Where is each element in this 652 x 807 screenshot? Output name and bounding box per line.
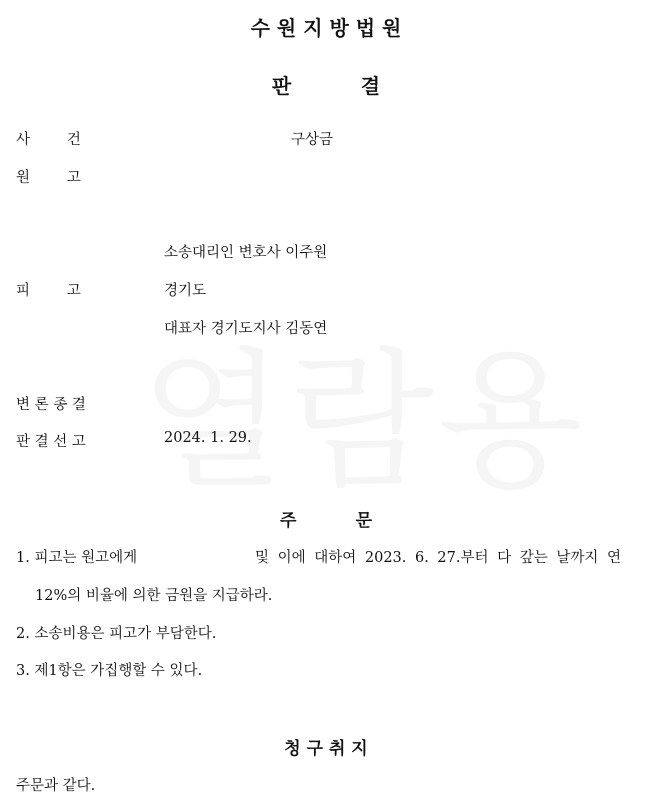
plaintiff-label: 원 고 xyxy=(16,170,81,186)
defendant-name: 경기도 xyxy=(164,283,207,299)
order-item-1a: 1. 피고는 원고에게 xyxy=(16,550,138,566)
case-value: 구상금 xyxy=(291,132,334,148)
order-item-2: 2. 소송비용은 피고가 부담한다. xyxy=(16,626,217,642)
order-item-1-cont: 12%의 비율에 의한 금원을 지급하라. xyxy=(35,588,273,604)
judgment-date-label: 판 결 선 고 xyxy=(16,434,86,450)
case-label: 사 건 xyxy=(16,132,81,148)
defendant-representative: 대표자 경기도지사 김동연 xyxy=(164,321,328,337)
order-item-1b: 및 이에 대하여 2023. 6. 27.부터 다 갚는 날까지 연 xyxy=(255,550,621,566)
claim-text: 주문과 같다. xyxy=(16,778,96,794)
plaintiff-agent: 소송대리인 변호사 이주원 xyxy=(164,245,328,261)
document-type: 판 결 xyxy=(271,74,381,98)
order-heading: 주 문 xyxy=(279,511,373,531)
order-item-3: 3. 제1항은 가집행할 수 있다. xyxy=(16,663,203,679)
court-title: 수 원 지 방 법 원 xyxy=(250,16,402,40)
closing-label: 변 론 종 결 xyxy=(16,397,86,413)
judgment-date-value: 2024. 1. 29. xyxy=(164,430,252,446)
claim-heading: 청 구 취 지 xyxy=(284,739,368,759)
defendant-label: 피 고 xyxy=(16,283,81,299)
